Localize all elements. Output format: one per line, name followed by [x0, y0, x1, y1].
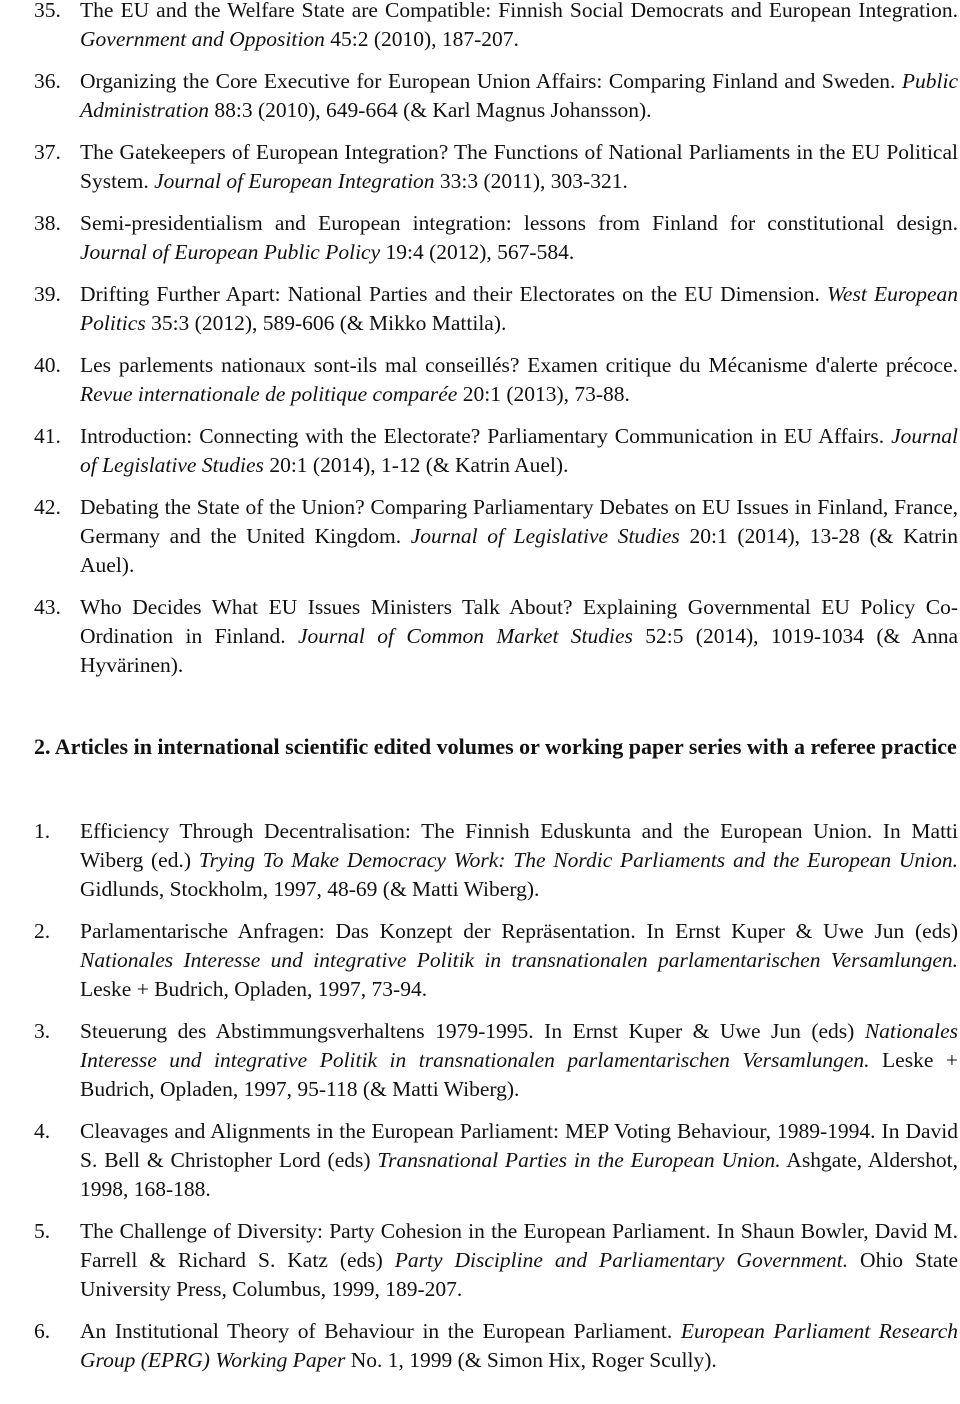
item-details: 45:2 (2010), 187-207. [324, 27, 519, 51]
item-text: The Challenge of Diversity: Party Cohesion in the European Parliament. In Shaun Bowler, David M. Farrell & Richard S. Katz (eds) [80, 1219, 958, 1272]
journal-title: Journal of European Public Policy [80, 240, 381, 264]
journal-articles-list [34, 0, 958, 680]
list-item [34, 817, 958, 904]
item-details: Leske + Budrich, Opladen, 1997, 73-94. [80, 977, 428, 1001]
item-details: 20:1 (2013), 73-88. [457, 382, 630, 406]
journal-title: Journal of Legislative Studies [80, 424, 958, 477]
item-number: 35. [34, 0, 61, 22]
item-details: 88:3 (2010), 649-664 (& Karl Magnus Johansson). [209, 98, 652, 122]
list-item [34, 67, 958, 125]
item-number: 4. [34, 1119, 51, 1143]
item-number: 36. [34, 69, 61, 93]
list-item [34, 1117, 958, 1204]
journal-title: Government and Opposition [80, 27, 325, 51]
item-details: Ohio State University Press, Columbus, 1999, 189-207. [80, 1248, 958, 1301]
journal-title: West European Politics [80, 282, 958, 335]
list-item [34, 593, 958, 680]
list-item [34, 351, 958, 409]
journal-title: Journal of European Integration [154, 169, 435, 193]
item-text: Semi-presidentialism and European integration: lessons from Finland for constitutional design. [80, 211, 958, 235]
edited-volumes-list [34, 817, 958, 1375]
item-number: 42. [34, 495, 61, 519]
item-text: Who Decides What EU Issues Ministers Talk About? Explaining Governmental EU Policy Co-Ordination in Finland. [80, 595, 958, 648]
item-text: Les parlements nationaux sont-ils mal conseillés? Examen critique du Mécanisme d'alerte précoce. [80, 353, 958, 377]
list-item [34, 422, 958, 480]
journal-title: Revue internationale de politique comparée [80, 382, 458, 406]
item-number: 37. [34, 140, 61, 164]
item-details: Ashgate, Aldershot, 1998, 168-188. [80, 1148, 958, 1201]
journal-title: Journal of Legislative Studies [410, 524, 680, 548]
item-text: Introduction: Connecting with the Electorate? Parliamentary Communication in EU Affairs. [80, 424, 892, 448]
item-text: Cleavages and Alignments in the European Parliament: MEP Voting Behaviour, 1989-1994. In David S. Bell & Christopher Lord (eds) [80, 1119, 958, 1172]
item-details: 33:3 (2011), 303-321. [434, 169, 628, 193]
volume-title: Party Discipline and Parliamentary Government. [394, 1248, 849, 1272]
journal-title: Public Administration [80, 69, 958, 122]
item-text: Parlamentarische Anfragen: Das Konzept der Repräsentation. In Ernst Kuper & Uwe Jun (eds) [80, 919, 958, 943]
list-item [34, 0, 958, 54]
item-number: 38. [34, 211, 61, 235]
item-details: 35:3 (2012), 589-606 (& Mikko Mattila). [145, 311, 507, 335]
list-item [34, 917, 958, 1004]
list-item [34, 138, 958, 196]
item-number: 41. [34, 424, 61, 448]
item-text: Organizing the Core Executive for European Union Affairs: Comparing Finland and Sweden. [80, 69, 902, 93]
item-number: 2. [34, 919, 51, 943]
item-number: 39. [34, 282, 61, 306]
item-number: 5. [34, 1219, 51, 1243]
item-number: 6. [34, 1319, 51, 1343]
list-item [34, 280, 958, 338]
item-details: 19:4 (2012), 567-584. [380, 240, 575, 264]
item-number: 40. [34, 353, 61, 377]
list-item [34, 1317, 958, 1375]
item-details: 52:5 (2014), 1019-1034 (& Anna Hyvärinen). [80, 624, 958, 677]
item-number: 1. [34, 819, 51, 843]
item-details: Gidlunds, Stockholm, 1997, 48-69 (& Matti Wiberg). [80, 877, 540, 901]
volume-title: Nationales Interesse und integrative Politik in transnationalen parlamentarischen Versamlungen. [80, 1019, 958, 1072]
volume-title: European Parliament Research Group (EPRG) Working Paper [80, 1319, 959, 1372]
volume-title: Trying To Make Democracy Work: The Nordic Parliaments and the European Union. [198, 848, 958, 872]
item-number: 3. [34, 1019, 51, 1043]
list-item [34, 493, 958, 580]
journal-title: Journal of Common Market Studies [298, 624, 633, 648]
item-details: 20:1 (2014), 1-12 (& Katrin Auel). [263, 453, 569, 477]
item-text: Steuerung des Abstimmungsverhaltens 1979-1995. In Ernst Kuper & Uwe Jun (eds) [80, 1019, 865, 1043]
item-details: 20:1 (2014), 13-28 (& Katrin Auel). [80, 524, 959, 577]
item-details: Leske + Budrich, Opladen, 1997, 95-118 (& Matti Wiberg). [80, 1048, 958, 1101]
item-text: Efficiency Through Decentralisation: The Finnish Eduskunta and the European Union. In Matti Wiberg (ed.) [80, 819, 958, 872]
item-text: An Institutional Theory of Behaviour in the European Parliament. [80, 1319, 681, 1343]
list-item [34, 1217, 958, 1304]
volume-title: Nationales Interesse und integrative Politik in transnationalen parlamentarischen Versamlungen. [80, 948, 958, 972]
section-heading: 2. Articles in international scientific edited volumes or working paper series with a referee practice [34, 734, 957, 759]
item-text: The Gatekeepers of European Integration? The Functions of National Parliaments in the EU Political System. [80, 140, 958, 193]
volume-title: Transnational Parties in the European Union. [377, 1148, 781, 1172]
item-text: Debating the State of the Union? Comparing Parliamentary Debates on EU Issues in Finland, France, Germany and the United Kingdom. [80, 495, 958, 548]
item-text: Drifting Further Apart: National Parties and their Electorates on the EU Dimension. [80, 282, 827, 306]
list-item [34, 209, 958, 267]
list-item [34, 1017, 958, 1104]
item-text: The EU and the Welfare State are Compatible: Finnish Social Democrats and European Integration. [80, 0, 958, 22]
item-number: 43. [34, 595, 61, 619]
item-details: No. 1, 1999 (& Simon Hix, Roger Scully). [345, 1348, 717, 1372]
